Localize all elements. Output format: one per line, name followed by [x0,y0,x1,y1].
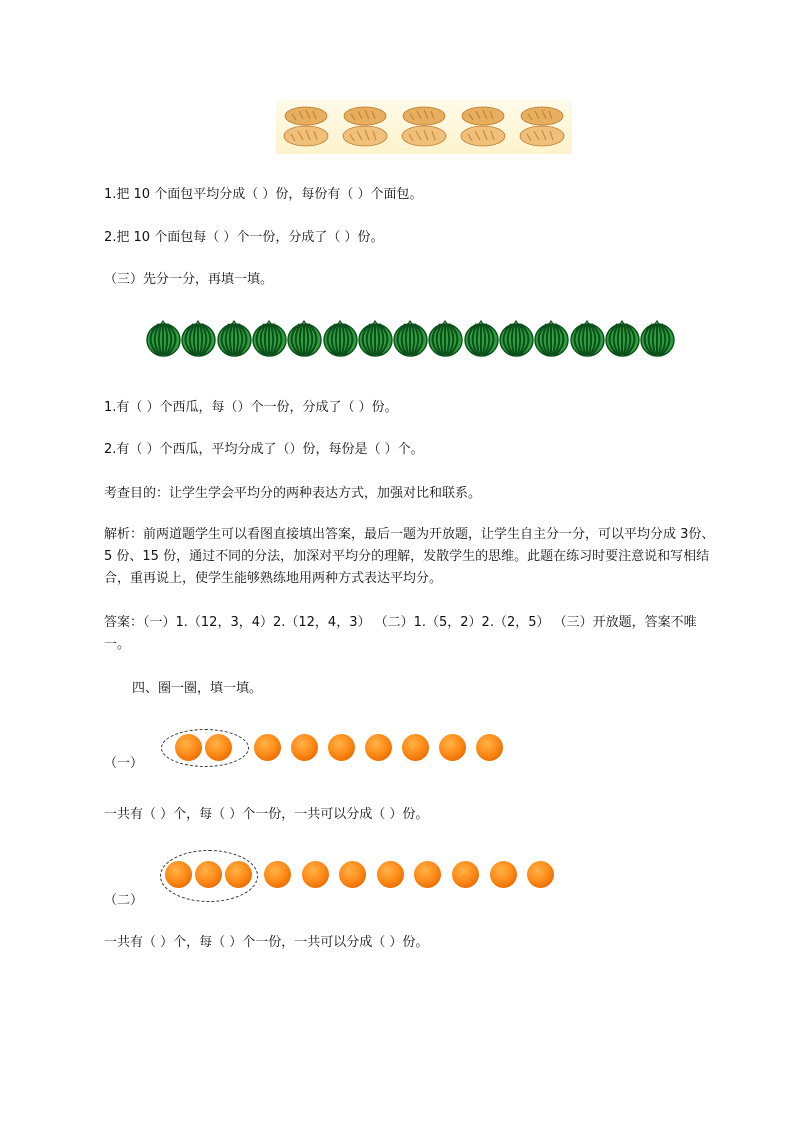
watermelon-icon [428,320,463,362]
orange-icon [402,734,429,761]
watermelon-icon [287,320,322,362]
part-2-label: （二） [104,893,144,908]
watermelon-icon [146,320,181,362]
section-4-heading: 四、圈一圈，填一填。 [132,681,263,696]
orange-icon [225,861,252,888]
bread-icon [518,102,566,152]
watermelon-icon [605,320,640,362]
orange-icon [205,734,232,761]
watermelon-icon [499,320,534,362]
watermelon-icon [358,320,393,362]
watermelon-icon [181,320,216,362]
orange-icon [291,734,318,761]
analysis-paragraph: 解析：前两道题学生可以看图直接填出答案，最后一题为开放题，让学生自主分一分，可以平均分成 3份、5 份、15 份，通过不同的分法，加深对平均分的理解，发散学生的思维。此题在练习时要注意说和写相结合，重再说上，使学生能够熟练地用两种方式表达平均分。 [104,527,715,586]
exam-goal: 考查目的：让学生学会平均分的两种表达方式，加强对比和联系。 [104,486,482,501]
bread-icon [400,102,448,152]
watermelon-icon [393,320,428,362]
watermelon-icon [323,320,358,362]
orange-icon [414,861,441,888]
orange-icon [254,734,281,761]
watermelon-icon [570,320,605,362]
watermelon-question-1: 1.有（ ）个西瓜，每（）个一份，分成了（ ）份。 [104,400,398,415]
watermelon-icon [217,320,252,362]
bread-icon [341,102,389,152]
orange-icon [527,861,554,888]
section-3-heading: （三）先分一分，再填一填。 [104,272,274,287]
watermelon-icon [464,320,499,362]
orange-icon [175,734,202,761]
orange-icon [377,861,404,888]
answer-paragraph: 答案：（一）1.（12，3，4）2.（12，4，3） （二）1.（5，2）2.（2，5） （三）开放题，答案不唯一。 [104,615,697,652]
watermelon-icon [534,320,569,362]
orange-icon [264,861,291,888]
orange-icon [439,734,466,761]
orange-icon [195,861,222,888]
bread-icon [459,102,507,152]
orange-icon [490,861,517,888]
orange-icon [452,861,479,888]
watermelon-question-2: 2.有（ ）个西瓜，平均分成了（）份，每份是（ ）个。 [104,442,424,457]
part-2-question: 一共有（ ）个，每（ ）个一份，一共可以分成（ ）份。 [104,935,429,950]
bread-question-2: 2.把 10 个面包每（ ）个一份，分成了（ ）份。 [104,230,384,245]
orange-icon [365,734,392,761]
bread-icon [282,102,330,152]
orange-icon [476,734,503,761]
bread-question-1: 1.把 10 个面包平均分成（ ）份，每份有（ ）个面包。 [104,187,423,202]
watermelon-icon [640,320,675,362]
part-1-question: 一共有（ ）个，每（ ）个一份，一共可以分成（ ）份。 [104,807,429,822]
orange-icon [339,861,366,888]
orange-icon [165,861,192,888]
watermelon-icon [252,320,287,362]
orange-icon [302,861,329,888]
orange-icon [328,734,355,761]
part-1-label: （一） [104,756,144,771]
bread-image-strip [276,100,572,154]
